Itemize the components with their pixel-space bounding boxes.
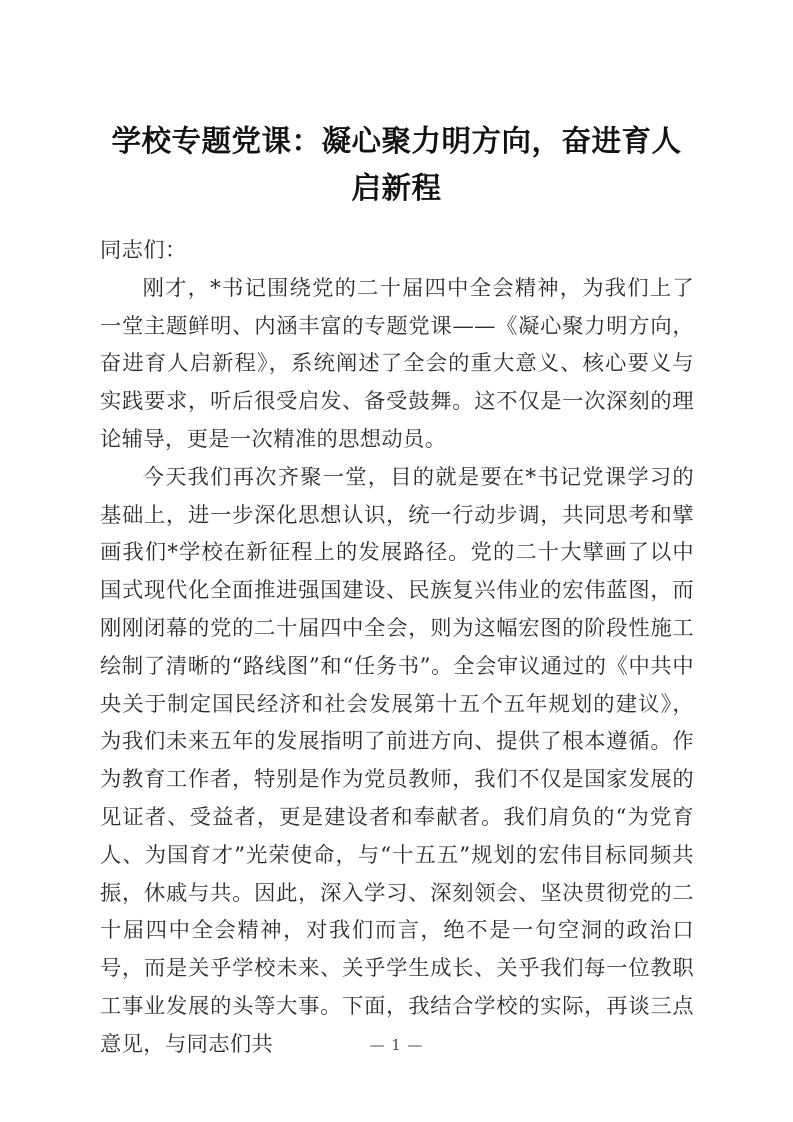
body-paragraph-1: 刚才，*书记围绕党的二十届四中全会精神，为我们上了一堂主题鲜明、内涵丰富的专题党课——《凝心聚力明方向，奋进育人启新程》，系统阐述了全会的重大意义、核心要义与实践要求，听后很受启发、备受鼓舞。这不仅是一次深刻的理论辅导，更是一次精准的思想动员。	[100, 275, 694, 452]
body-paragraph-2: 今天我们再次齐聚一堂，目的就是要在*书记党课学习的基础上，进一步深化思想认识，统一行动步调，共同思考和擘画我们*学校在新征程上的发展路径。党的二十大擘画了以中国式现代化全面推进强国建设、民族复兴伟业的宏伟蓝图，而刚刚闭幕的党的二十届四中全会，则为这幅宏图的阶段性施工绘制了清晰的“路线图”和“任务书”。全会审议通过的《中共中央关于制定国民经济和社会发展第十五个五年规划的建议》，为我们未来五年的发展指明了前进方向、提供了根本遵循。作为教育工作者，特别是作为党员教师，我们不仅是国家发展的见证者、受益者，更是建设者和奉献者。我们肩负的“为党育人、为国育才”光荣使命，与“十五五”规划的宏伟目标同频共振，休戚与共。因此，深入学习、深刻领会、坚决贯彻党的二十届四中全会精神，对我们而言，绝不是一句空洞的政治口号，而是关乎学校未来、关乎学生成长、关乎我们每一位教职工事业发展的头等大事。下面，我结合学校的实际，再谈三点意见，与同志们共	[100, 464, 694, 1057]
page-number-footer: — 1 —	[369, 1036, 424, 1054]
document-body	[100, 232, 694, 1064]
page-title: 学校专题党课：凝心聚力明方向，奋进育人启新程	[111, 123, 682, 205]
salutation-line: 同志们：	[100, 238, 187, 263]
